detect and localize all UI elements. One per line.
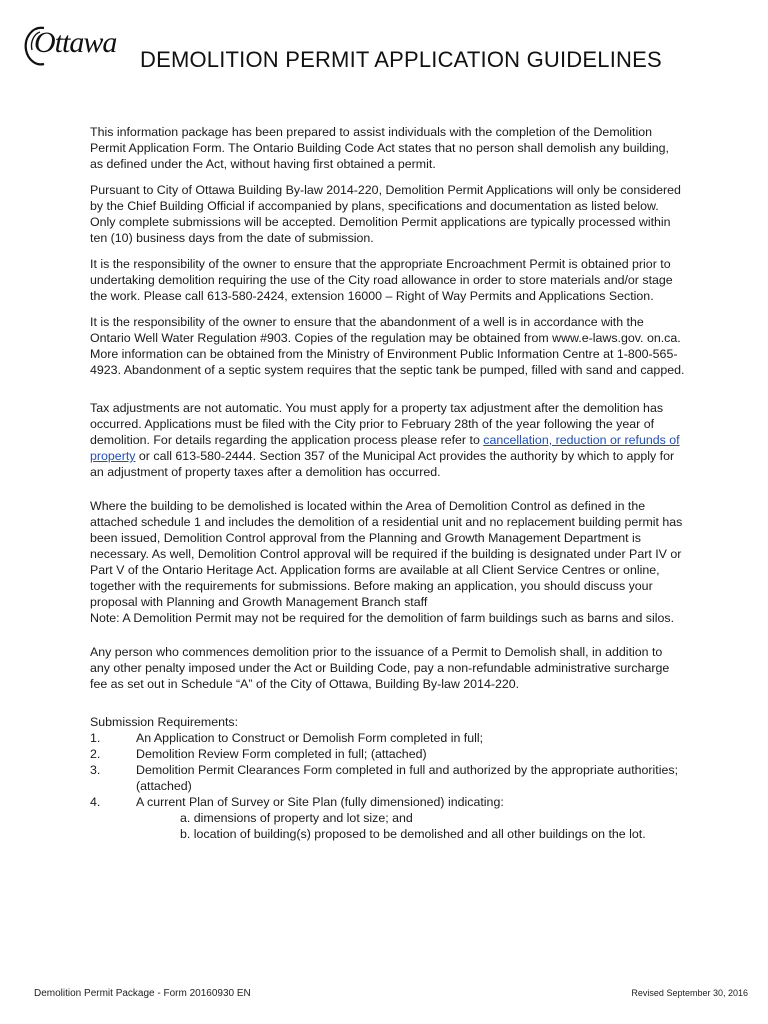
logo-wordmark: Ottawa [34, 26, 117, 59]
page-title: DEMOLITION PERMIT APPLICATION GUIDELINES [140, 47, 662, 72]
document-body [90, 124, 685, 842]
requirement-item [90, 746, 685, 762]
well-paragraph: It is the responsibility of the owner to ensure that the abandonment of a well is in accordance with the Ontario Well Water Regulation #903. Copies of the regulation may be obtained from www.e-laws.gov. on.ca. More information can be obtained from the Ministry of Environment Public Information Centre at 1-800-565-4923. Abandonment of a septic system requires that the septic tank be pumped, filled with sand and capped. [90, 315, 685, 377]
tax-paragraph [90, 400, 685, 480]
tax-text-start: Tax adjustments are not automatic. You must apply for a property tax adjustment after the demolition has occurred. Applications must be filed with the City prior to February 28th of the year following the year of demolition. For details regarding the application process please refer to [90, 401, 664, 447]
demolition-control-paragraph [90, 498, 685, 626]
requirement-sub-item: b. location of building(s) proposed to be demolished and all other buildings on the lot. [180, 827, 646, 841]
encroachment-paragraph: It is the responsibility of the owner to ensure that the appropriate Encroachment Permit is obtained prior to undertaking demolition requiring the use of the City road allowance in order to store materials and/or stage the work. Please call 613-580-2424, extension 16000 – Right of Way Permits and Applications Section. [90, 257, 673, 303]
requirement-item [90, 730, 685, 746]
footer-revision-date: Revised September 30, 2016 [631, 988, 748, 998]
requirement-number: 4. [90, 795, 101, 809]
tax-text-end: or call 613-580-2444. Section 357 of the Municipal Act provides the authority by which to apply for an adjustment of property taxes after a demolition has occurred. [90, 449, 675, 479]
footer-form-number: Demolition Permit Package - Form 20160930 EN [34, 988, 251, 999]
requirement-number: 3. [90, 763, 101, 777]
requirement-text: Demolition Review Form completed in full; (attached) [136, 747, 427, 761]
tax-refund-link[interactable]: cancellation, reduction or refunds of property [90, 433, 680, 463]
penalty-paragraph: Any person who commences demolition prior to the issuance of a Permit to Demolish shall, in addition to any other penalty imposed under the Act or Building Code, pay a non-refundable administrative surcharge fee as set out in Schedule “A” of the City of Ottawa, Building By-law 2014-220. [90, 645, 670, 691]
requirement-text: Demolition Permit Clearances Form completed in full and authorized by the appropriate authorities; (attached) [136, 763, 679, 793]
farm-buildings-note: Note: A Demolition Permit may not be required for the demolition of farm buildings such as barns and silos. [90, 611, 675, 625]
submission-requirements-title: Submission Requirements: [90, 715, 239, 729]
requirement-text: An Application to Construct or Demolish Form completed in full; [136, 731, 484, 745]
city-logo [22, 24, 122, 70]
requirement-number: 2. [90, 747, 101, 761]
requirement-sub-item: a. dimensions of property and lot size; and [180, 811, 413, 825]
requirement-number: 1. [90, 731, 101, 745]
demolition-control-text: Where the building to be demolished is located within the Area of Demolition Control as defined in the attached schedule 1 and includes the demolition of a residential unit and no replacement building permit has been issued, Demolition Control approval from the Planning and Growth Management Department is necessary. As well, Demolition Control approval will be required if the building is designated under Part IV or Part V of the Ontario Heritage Act. Application forms are available at all Client Service Centres or online, together with the requirements for submissions. Before making an application, you should discuss your proposal with Planning and Growth Management Branch staff [90, 499, 683, 609]
requirement-item [90, 794, 685, 810]
intro-paragraph: This information package has been prepared to assist individuals with the completion of the Demolition Permit Application Form. The Ontario Building Code Act states that no person shall demolish any building, as defined under the Act, without having first obtained a permit. [90, 125, 670, 171]
bylaw-paragraph: Pursuant to City of Ottawa Building By-law 2014-220, Demolition Permit Applications will only be considered by the Chief Building Official if accompanied by plans, specifications and documentation as listed below. Only complete submissions will be accepted. Demolition Permit applications are typically processed within ten (10) business days from the date of submission. [90, 183, 681, 245]
requirement-item [90, 762, 685, 794]
requirement-text: A current Plan of Survey or Site Plan (fully dimensioned) indicating: [136, 795, 504, 809]
